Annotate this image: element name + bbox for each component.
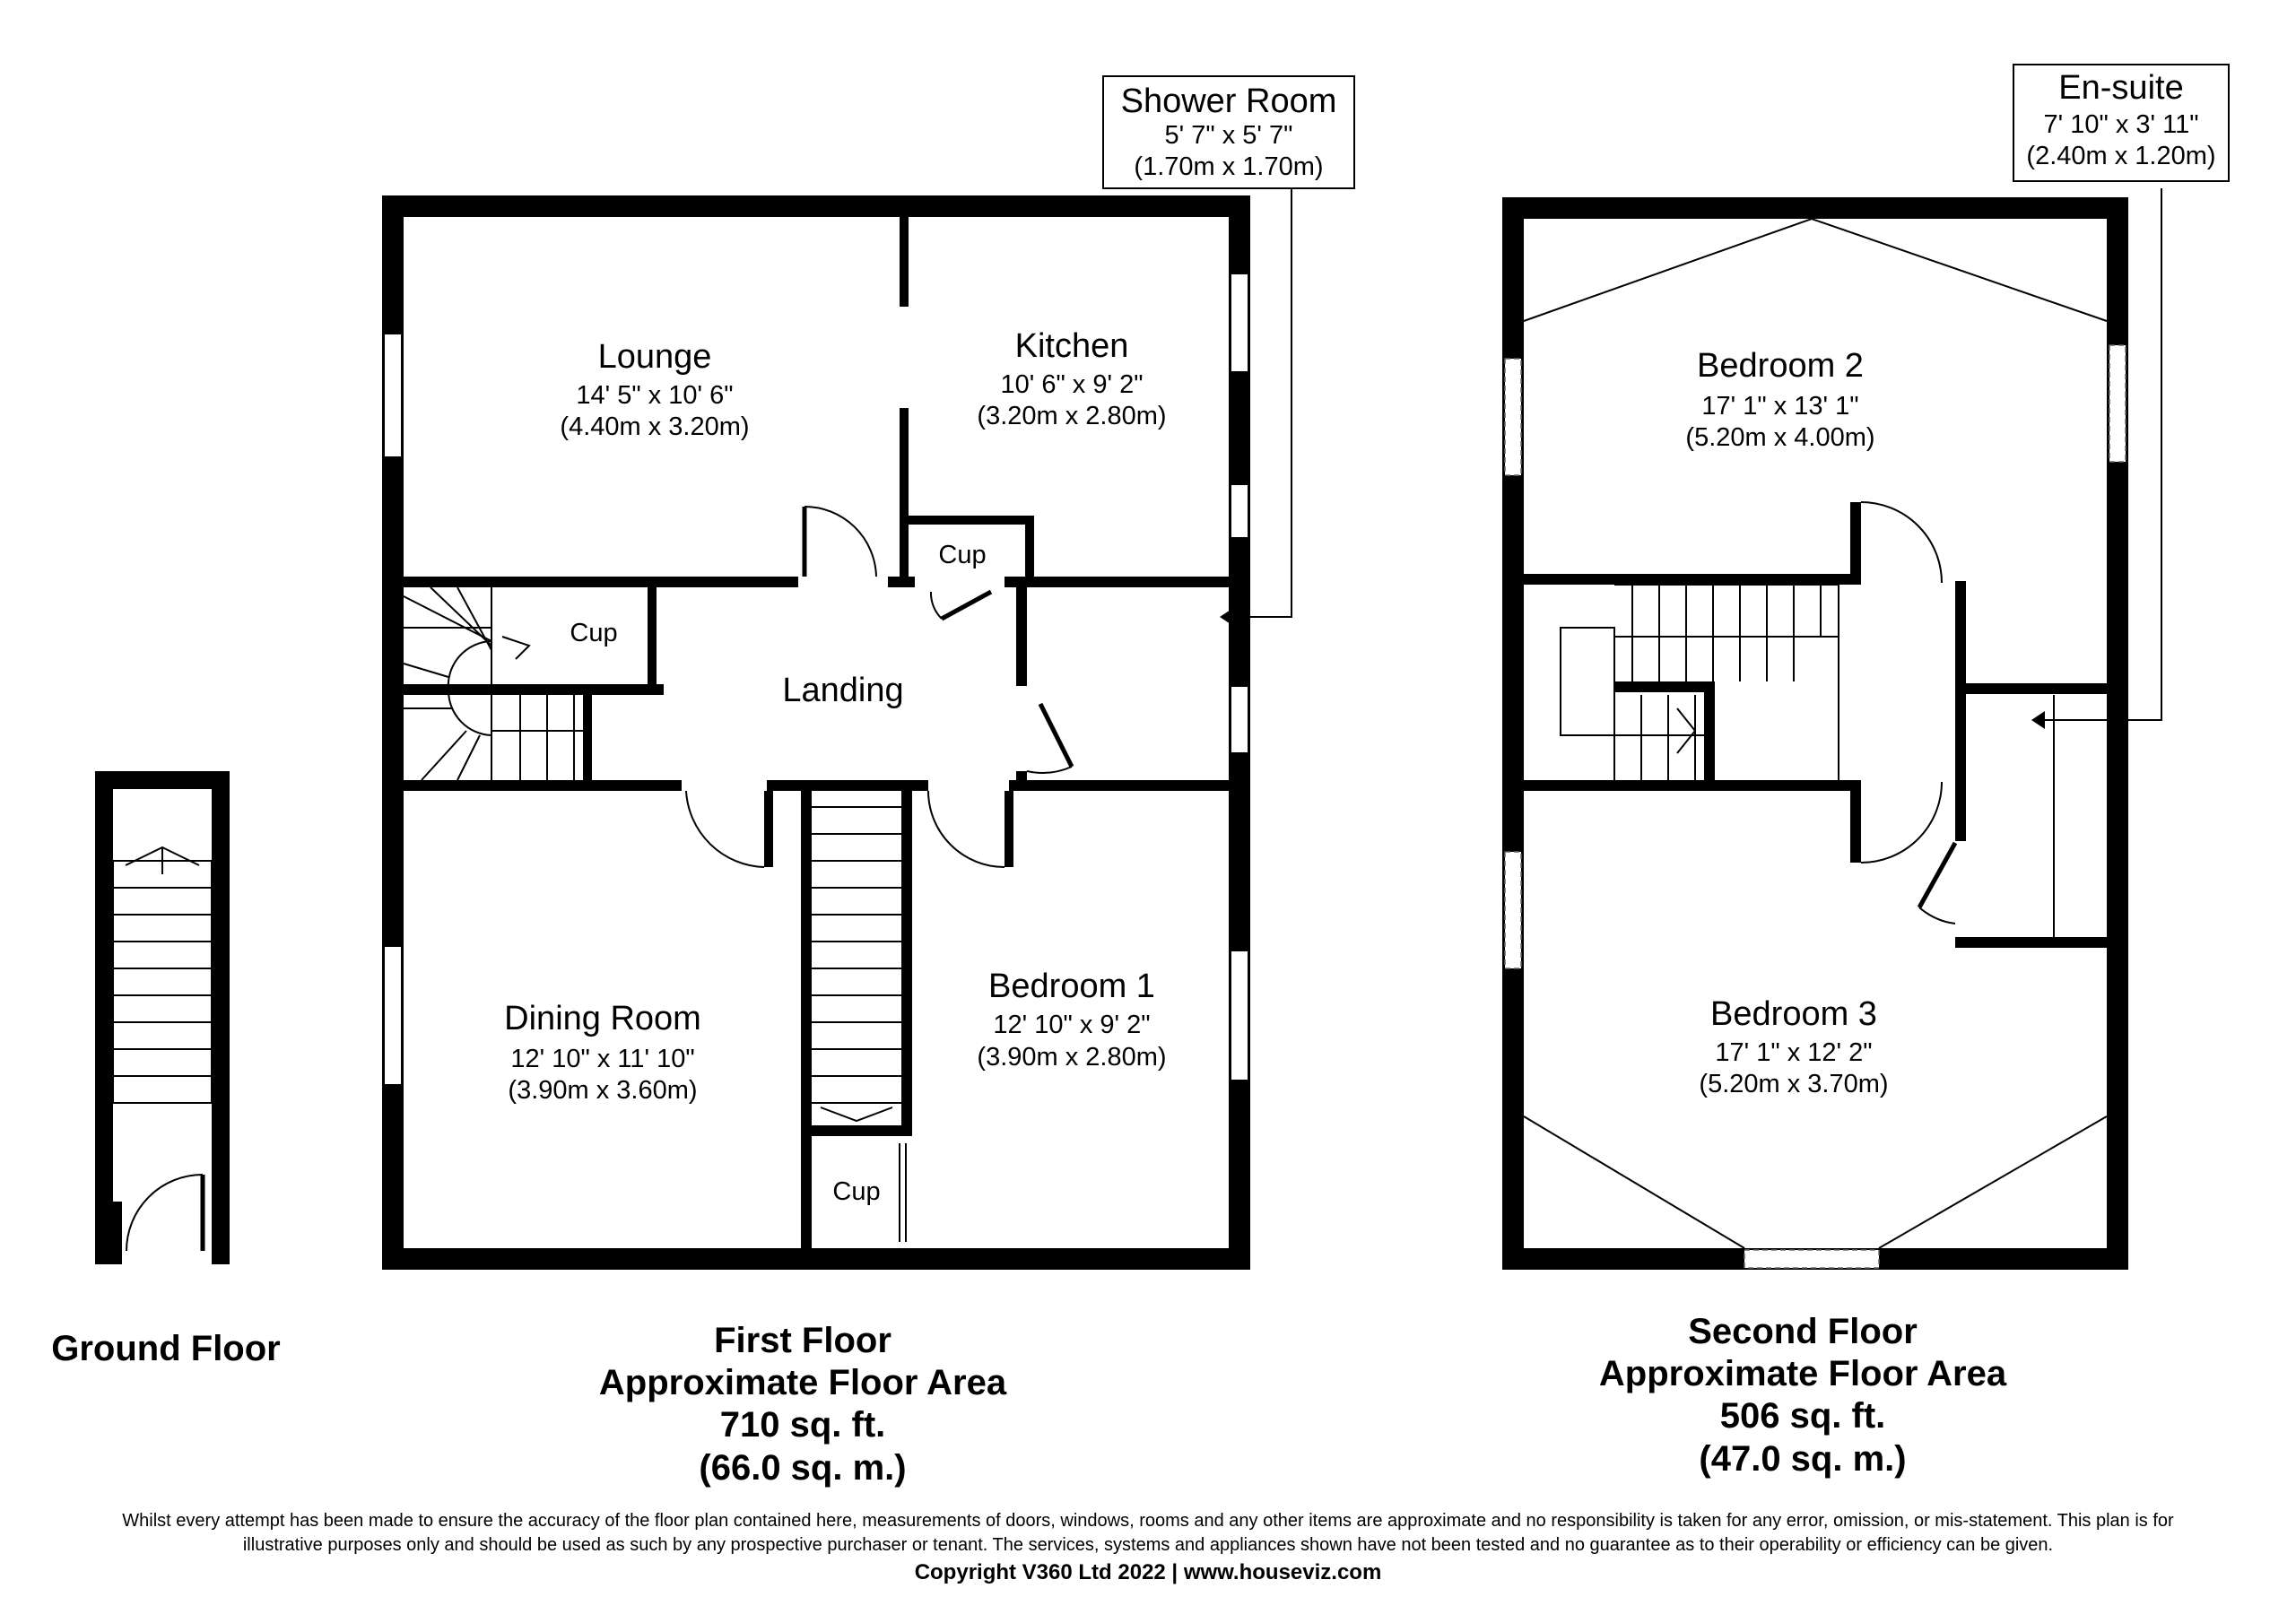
lounge-bottom-wall-stub bbox=[888, 577, 915, 587]
svg-text:(5.20m x 4.00m): (5.20m x 4.00m) bbox=[1685, 423, 1875, 452]
svg-text:(4.40m x 3.20m): (4.40m x 3.20m) bbox=[560, 412, 750, 441]
dining-room-window bbox=[384, 946, 402, 1085]
ensuite-callout-pointer bbox=[2045, 188, 2161, 720]
second-floor-summary bbox=[1599, 1312, 2007, 1479]
kitchen-label bbox=[977, 327, 1166, 430]
stair-cupboard-label: Cup bbox=[570, 619, 618, 647]
lounge-label bbox=[560, 338, 749, 441]
svg-text:14' 5" x 10' 6": 14' 5" x 10' 6" bbox=[576, 381, 734, 410]
kitchen-bottom-wall bbox=[1004, 577, 1229, 587]
ground-floor-plan bbox=[95, 771, 230, 1264]
second-floor-plan bbox=[1502, 65, 2229, 1270]
second-floor-top-wall bbox=[1502, 197, 2128, 219]
svg-text:Second Floor: Second Floor bbox=[1688, 1312, 1918, 1351]
ensuite-door bbox=[1919, 843, 1955, 907]
ground-floor-door-jamb bbox=[113, 1202, 122, 1264]
bedroom-1-top-wall bbox=[1013, 780, 1229, 791]
ensuite-left-wall bbox=[1955, 581, 1966, 841]
central-stair-left-wall bbox=[801, 780, 812, 1251]
svg-text:10' 6" x 9' 2": 10' 6" x 9' 2" bbox=[1000, 370, 1144, 399]
landing-bottom-wall-left bbox=[404, 780, 682, 791]
svg-text:7' 10" x 3' 11": 7' 10" x 3' 11" bbox=[2043, 110, 2199, 139]
bedroom-2-skylight-right bbox=[2109, 345, 2126, 462]
svg-text:En-suite: En-suite bbox=[2058, 69, 2184, 107]
bedroom-3-door-jamb bbox=[1850, 780, 1861, 863]
bedroom-2-ceiling-slope bbox=[1524, 219, 2107, 321]
first-floor-bottom-wall bbox=[382, 1248, 1250, 1270]
ground-floor-entrance-door bbox=[126, 1175, 203, 1251]
landing-label: Landing bbox=[782, 672, 904, 709]
ground-floor-title: Ground Floor bbox=[51, 1329, 281, 1368]
lounge-window bbox=[384, 334, 402, 457]
bedroom-2-bottom-wall bbox=[1524, 574, 1856, 585]
stair-well-wall bbox=[583, 695, 592, 785]
kitchen-window-lower bbox=[1231, 484, 1248, 538]
disclaimer-line-1: Whilst every attempt has been made to ensure the accuracy of the floor plan contained here, measurements of doors, windows, rooms and any other items are approximate and no responsibility is taken for any error, omission, or mis-statement. This plan is for bbox=[122, 1511, 2174, 1531]
first-floor-summary bbox=[599, 1321, 1007, 1488]
svg-text:12' 10" x 9' 2": 12' 10" x 9' 2" bbox=[993, 1011, 1151, 1039]
svg-text:506 sq. ft.: 506 sq. ft. bbox=[1719, 1396, 1886, 1436]
second-floor-stair-landing-wall bbox=[1614, 681, 1713, 692]
lounge-kitchen-partition-lower bbox=[900, 408, 909, 587]
shower-room-door bbox=[1040, 704, 1072, 767]
svg-text:Approximate Floor Area: Approximate Floor Area bbox=[1598, 1354, 2007, 1393]
stair-hall-partition-mid bbox=[491, 684, 664, 695]
svg-text:First Floor: First Floor bbox=[714, 1321, 891, 1360]
lower-cupboard-top-wall bbox=[801, 1125, 912, 1136]
svg-text:Kitchen: Kitchen bbox=[1014, 327, 1129, 365]
svg-text:Shower Room: Shower Room bbox=[1120, 82, 1337, 120]
lounge-bottom-wall bbox=[404, 577, 798, 587]
kitchen-cupboard-door bbox=[942, 592, 991, 619]
lower-cupboard-label: Cup bbox=[832, 1177, 881, 1206]
lounge-kitchen-partition-upper bbox=[900, 217, 909, 307]
svg-text:(47.0 sq. m.): (47.0 sq. m.) bbox=[1699, 1439, 1907, 1479]
svg-text:Approximate Floor Area: Approximate Floor Area bbox=[598, 1363, 1007, 1402]
bedroom-1-window bbox=[1231, 950, 1248, 1081]
first-floor-plan bbox=[382, 76, 1354, 1270]
bedroom-3-ceiling-slope bbox=[1524, 1116, 2107, 1248]
second-floor-stair-well-wall bbox=[1704, 681, 1715, 782]
dining-room-label bbox=[504, 1000, 701, 1105]
shower-room-left-wall-upper bbox=[1016, 587, 1027, 686]
svg-text:Bedroom 3: Bedroom 3 bbox=[1710, 995, 1877, 1033]
svg-text:(2.40m x 1.20m): (2.40m x 1.20m) bbox=[2026, 142, 2216, 170]
bedroom-3-skylight-left bbox=[1505, 852, 1521, 968]
svg-text:17' 1" x 13' 1": 17' 1" x 13' 1" bbox=[1701, 392, 1859, 421]
first-floor-straight-stairs bbox=[812, 807, 901, 1121]
ground-floor-left-wall bbox=[95, 771, 113, 1264]
bedroom-1-door-jamb bbox=[1004, 791, 1013, 867]
ensuite-callout bbox=[2013, 65, 2229, 181]
copyright-line: Copyright V360 Ltd 2022 | www.houseviz.com bbox=[914, 1560, 1382, 1584]
ensuite-bottom-wall bbox=[1955, 937, 2107, 948]
bedroom-3-label bbox=[1699, 995, 1888, 1098]
svg-text:12' 10" x 11' 10": 12' 10" x 11' 10" bbox=[510, 1045, 695, 1073]
svg-text:(1.70m x 1.70m): (1.70m x 1.70m) bbox=[1134, 152, 1324, 181]
svg-text:710 sq. ft.: 710 sq. ft. bbox=[719, 1405, 886, 1445]
svg-text:(5.20m x 3.70m): (5.20m x 3.70m) bbox=[1699, 1070, 1889, 1098]
svg-text:17' 1" x 12' 2": 17' 1" x 12' 2" bbox=[1715, 1038, 1873, 1067]
svg-text:5' 7" x 5' 7": 5' 7" x 5' 7" bbox=[1164, 121, 1293, 150]
svg-text:(3.90m x 2.80m): (3.90m x 2.80m) bbox=[977, 1043, 1167, 1072]
svg-text:(3.90m x 3.60m): (3.90m x 3.60m) bbox=[508, 1076, 698, 1105]
disclaimer-line-2: illustrative purposes only and should be used as such by any prospective purchaser or tenant. The services, systems and appliances shown have not been tested and no guarantee as to their operability or efficiency can be given. bbox=[242, 1535, 2054, 1555]
bedroom-1-label bbox=[977, 968, 1166, 1072]
svg-text:Bedroom 2: Bedroom 2 bbox=[1697, 347, 1864, 385]
bedroom-3-skylight-bottom bbox=[1744, 1250, 1879, 1268]
dining-door-jamb bbox=[764, 791, 773, 867]
disclaimer-footer bbox=[36, 1509, 2260, 1588]
svg-text:(66.0 sq. m.): (66.0 sq. m.) bbox=[699, 1448, 907, 1488]
ensuite-top-wall bbox=[1966, 683, 2107, 694]
svg-text:(3.20m x 2.80m): (3.20m x 2.80m) bbox=[977, 402, 1167, 430]
bedroom-3-top-wall bbox=[1524, 780, 1856, 791]
ground-floor-top-wall bbox=[95, 771, 230, 789]
shower-room-window bbox=[1231, 686, 1248, 753]
kitchen-cupboard-top-wall bbox=[909, 516, 1034, 525]
central-stair-right-wall bbox=[901, 780, 912, 1134]
svg-text:Dining Room: Dining Room bbox=[504, 1000, 701, 1037]
ground-floor-stairs bbox=[113, 847, 212, 1103]
shower-room-callout bbox=[1103, 76, 1354, 188]
ground-floor-right-wall bbox=[212, 771, 230, 1264]
svg-text:Lounge: Lounge bbox=[597, 338, 712, 376]
svg-text:Bedroom 1: Bedroom 1 bbox=[988, 968, 1155, 1005]
bedroom-2-label bbox=[1685, 347, 1874, 452]
bedroom-2-door-jamb bbox=[1850, 502, 1861, 585]
bedroom-2-skylight-left bbox=[1505, 359, 1521, 475]
first-floor-top-wall bbox=[382, 195, 1250, 217]
kitchen-window-upper bbox=[1231, 273, 1248, 372]
kitchen-cupboard-label: Cup bbox=[938, 541, 987, 569]
